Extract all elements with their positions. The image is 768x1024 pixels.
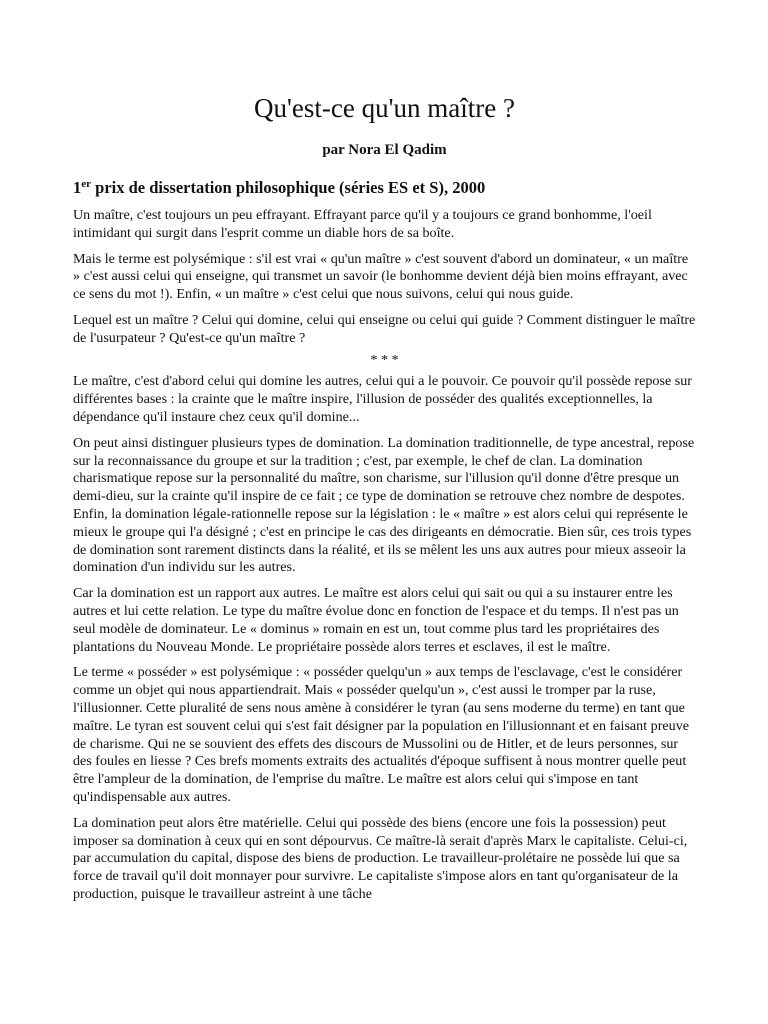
paragraph: Un maître, c'est toujours un peu effrayant. Effrayant parce qu'il y a toujours ce grand bonhomme, l'oeil intimidant qui surgit dans l'esprit comme un diable hors de sa boîte. [73, 207, 652, 241]
paragraph: Lequel est un maître ? Celui qui domine, celui qui enseigne ou celui qui guide ? Comment distinguer le maître de l'usurpateur ? Qu'est-ce qu'un maître ? [73, 311, 696, 346]
paragraph: Le maître, c'est d'abord celui qui domine les autres, celui qui a le pouvoir. Ce pouvoir qu'il possède repose sur différentes bases : la crainte que le maître inspire, l'illusion de posséder des qualités exceptionnelles, la dépendance qu'il instaure chez ceux qu'il domine... [73, 373, 692, 425]
paragraph: La domination peut alors être matérielle. Celui qui possède des biens (encore une fois la possession) peut imposer sa domination à ceux qui en sont dépourvus. Ce maître-là serait d'après Marx le capitaliste. Celui-ci, par accumulation du capital, dispose des biens de production. Le travailleur-prolétaire ne possède lui que sa force de travail qu'il doit monnayer pour survivre. Le capitaliste s'impose alors en tant qu'organisateur de la production, puisque le travailleur astreint à une tâche [73, 814, 688, 902]
subtitle-rest: prix de dissertation philosophique (séries ES et S), 2000 [91, 178, 486, 197]
paragraph: Car la domination est un rapport aux autres. Le maître est alors celui qui sait ou qui a su instaurer entre les autres et lui cette relation. Le type du maître évolue donc en fonction de l'espace et du temps. Il n'est pas un seul modèle de dominateur. Le « dominus » romain en est un, tout comme plus tard les propriétaires des plantations du Nouveau Monde. Le propriétaire possède alors terres et esclaves, il est le maître. [73, 585, 679, 655]
paragraph: Le terme « posséder » est polysémique : « posséder quelqu'un » aux temps de l'esclavage, c'est le considérer comme un objet qui nous appartiendrait. Mais « posséder quelqu'un », c'est aussi le tromper par la ruse, l'illusionner. Cette pluralité de sens nous amène à considérer le tyran (au sens moderne du terme) en tant que maître. Le tyran est souvent celui qui s'est fait désigner par la population en l'illusionnant et en faisant preuve de charisme. Qui ne se souvient des effets des discours de Mussolini ou de Hitler, et de leurs personnes, sur des foules en liesse ? Ces brefs moments extraits des actualités d'époque suffisent à nous montrer quelle peut être l'ampleur de la domination, de l'emprise du maître. Le maître est alors celui qui s'impose en tant qu'indispensable aux autres. [73, 664, 690, 805]
paragraph: On peut ainsi distinguer plusieurs types de domination. La domination traditionnelle, de type ancestral, repose sur la reconnaissance du groupe et sur la tradition ; c'est, par exemple, le chef de clan. La domination charismatique repose sur la personnalité du maître, son charisme, sur l'illusion qu'il donne d'être presque un demi-dieu, sur la crainte qu'il inspire de ce fait ; ce type de domination se retrouve chez nombre de despotes. Enfin, la domination légale-rationnelle repose sur la législation : le « maître » est alors celui qui représente le mieux le groupe qui l'a désigné ; c'est en principe le cas des dirigeants en démocratie. Bien sûr, ces trois types de domination sont rarement distincts dans la réalité, et ils se mêlent les uns aux autres pour mieux asseoir la domination d'un individu sur les autres. [73, 434, 695, 576]
document-body [73, 207, 696, 904]
document-title: Qu'est-ce qu'un maître ? [254, 93, 515, 123]
document-author: par Nora El Qadim [322, 142, 447, 158]
subtitle-prefix: 1 [73, 178, 82, 197]
subtitle-superscript: er [81, 178, 92, 190]
paragraph: Mais le terme est polysémique : s'il est vrai « qu'un maître » c'est souvent d'abord un dominateur, « un maître » c'est aussi celui qui enseigne, qui transmet un savoir (le bonhomme devient déjà bien moins effrayant, avec ce sens du mot !). Enfin, « un maître » c'est celui que nous suivons, celui qui nous guide. [73, 250, 689, 303]
section-separator: * * * [370, 351, 399, 368]
document-subtitle [73, 160, 696, 200]
